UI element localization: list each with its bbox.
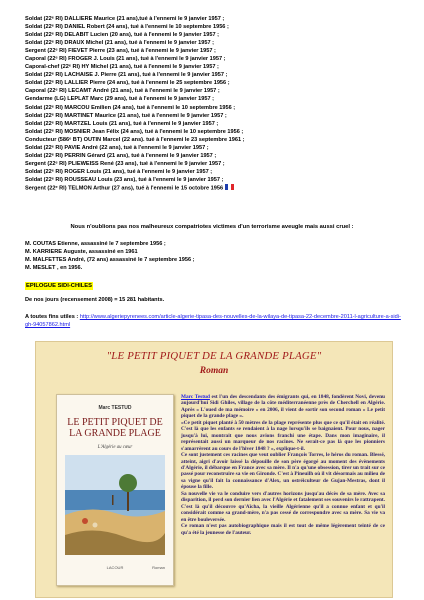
french-flag-icon <box>225 184 234 190</box>
soldier-entry: Soldat (22ᵉ RI) DELABIT Lucien (20 ans), tué à l'ennemi le 9 janvier 1957 ; <box>25 32 219 39</box>
victims-list <box>25 240 325 272</box>
author-link[interactable]: Marc Testud <box>181 394 210 400</box>
epilogue-title: EPILOGUE SIDI-CHILES <box>26 283 93 289</box>
soldier-entry: Caporal (22ᵉ RI) FROGER J. Louis (21 ans), tué à l'ennemi le 9 janvier 1957 ; <box>25 56 226 63</box>
soldier-entry: Sergent (22ᵉ RI) PLIEWEISS René (23 ans), tué à l'ennemi le 9 janvier 1957 ; <box>25 160 225 167</box>
links-paragraph <box>25 313 403 330</box>
soldier-entry: Sergent (22ᵉ RI) TELMON Arthur (27 ans), tué à l'ennemi le 15 octobre 1956 <box>25 184 405 193</box>
soldier-entry: Soldat (22ᵉ RI) PERRIN Gérard (21 ans), tué à l'ennemi le 9 janvier 1957 ; <box>25 152 217 159</box>
article-paragraph-5: Ce roman n'est pas autobiographique mais il est tout de même légèrement teinté de ce qu'a été la jeunesse de l'auteur. <box>181 523 385 536</box>
article-paragraph-4: Sa nouvelle vie va le conduire vers d'autres horizons jusqu'au décès de sa mère. Avec sa disparition, il perd son dernier lien avec l'Algérie et fatalement ses souvenirs le rattrapent. C'est là qu'il découvre qu'Aïcha, la vieille Algérienne qu'il a connue enfant et qu'il considérait comme sa grand-mère, n'a pas cessé de correspondre avec sa mère. Sa vie va en être bouleversée. <box>181 490 385 523</box>
soldier-entry: Gendarme (LG) LEPLAT Marc (29 ans), tué à l'ennemi le 9 janvier 1957 ; <box>25 96 214 103</box>
soldier-entry: Soldat (22ᵉ RI) DANIEL Robert (24 ans), tué à l'ennemi le 10 septembre 1956 ; <box>25 24 229 31</box>
article-link[interactable]: http://www.algeriepyrenees.com/article-algerie-tipasa-des-nouvelles-de-la-wilaya-de-tipasa-22-decembre-2011-l-agriculture-a-sidi-gh-94057862.html <box>25 314 401 329</box>
soldier-entry: Soldat (22ᵉ RI) DRAUX Michel (21 ans), tué à l'ennemi le 9 janvier 1957 ; <box>25 40 215 47</box>
book-article-text <box>181 394 385 536</box>
cover-publisher: LACOUR <box>106 565 124 570</box>
soldier-entry: Soldat (22ᵉ RI) MARTINET Maurice (21 ans), tué à l'ennemi le 9 janvier 1957 ; <box>25 112 227 119</box>
soldier-entry: Soldat (22ᵉ RI) MARTZEL Louis (21 ans), tué à l'ennemi le 9 janvier 1957 ; <box>25 120 219 127</box>
soldier-list <box>25 15 405 193</box>
article-paragraph-2: «Ce petit piquet planté à 50 mètres de la plage représente plus que ce qu'il était en réalité. C'est là que les enfants se rendaient à la nage lorsqu'ils se baignaient. Pour nous, nager jusqu'à lui, montrait que nous avions franchi une étape. Dans mon imaginaire, il représentait aussi un marqueur de nos racines. Ne serait-ce pas là que les pionniers s'amarrèrent au cours de l'hiver 1848 ? », explique-t-il. <box>181 419 385 452</box>
soldier-entry: Soldat (22ᵉ RI) PAVIE André (22 ans), tué à l'ennemi le 9 janvier 1957 ; <box>25 144 209 151</box>
book-cover-image <box>56 394 174 586</box>
article-paragraph-3: Ce sont justement ces racines que veut oublier François Torres, le héros du roman. Blessé, atteint, aigri d'avoir laissé la dépouille de son père égorgé au moment des évènements d'Algérie, il débarque en France avec sa mère. Il n'a qu'une obsession, tirer un trait sur ce passé pour reconstruire sa vie en Gironde. C'est à Pineuilh où il vit désormais au milieu de sa vigne qu'il fait la connaissance d'Alex, un ostréiculteur de Gujan-Mestras, dont il épouse la fille. <box>181 452 385 491</box>
soldier-entry: Soldat (22ᵉ RI) ROUSSEAU Louis (23 ans), tué à l'ennemi le 9 janvier 1957 ; <box>25 176 224 183</box>
cover-painting <box>65 455 165 555</box>
victim-entry: M. MALFETTES André, (72 ans) assassiné le 7 septembre 1956 ; <box>25 257 195 264</box>
soldier-entry: Conducteur (586ᵉ BT) OUTIN Marcel (22 ans). tué à l'ennemi le 23 septembre 1961 ; <box>25 136 245 143</box>
book-title-banner: "LE PETIT PIQUET DE LA GRANDE PLAGE" <box>106 350 322 362</box>
soldier-entry: Soldat (22ᵉ RI) LALLIER Pierre (24 ans), tué à l'ennemi le 25 septembre 1956 ; <box>25 80 230 87</box>
soldier-entry: Soldat (22ᵉ RI) LACHAISE J. Pierre (21 ans), tué à l'ennemi le 9 janvier 1957 ; <box>25 72 228 79</box>
soldier-entry: Caporal-chef (22ᵉ RI) HY Michel (21 ans), tué à l'ennemi le 9 janvier 1957 ; <box>25 64 219 71</box>
soldier-entry: Soldat (22ᵉ RI) MOSNIER Jean Félix (24 ans), tué à l'ennemi le 10 septembre 1956 ; <box>25 128 244 135</box>
cover-title: LE PETIT PIQUET DE LA GRANDE PLAGE <box>67 417 163 439</box>
cover-author: Marc TESTUD <box>98 405 132 411</box>
soldier-entry: Soldat (22ᵉ RI) DALLIERE Maurice (21 ans),tué à l'ennemi le 9 janvier 1957 ; <box>25 16 225 22</box>
victim-entry: M. KARRIERE Auguste, assassiné en 1961 <box>25 249 138 256</box>
soldier-entry: Caporal (22ᵉ RI) LECAMT André (21 ans), tué à l'ennemi le 9 janvier 1957 ; <box>25 88 220 95</box>
soldier-entry: Soldat (22ᵉ RI) MARCOU Emilien (24 ans), tué à l'ennemi le 10 septembre 1956 ; <box>25 104 236 111</box>
victim-entry: M. MESLET , en 1956. <box>25 265 83 272</box>
victim-entry: M. COUTAS Etienne, assassiné le 7 septembre 1956 ; <box>25 241 166 247</box>
cover-subtitle: L'Algérie au cœur <box>97 445 133 450</box>
book-article-box <box>35 341 393 598</box>
soldier-entry: Sergent (22ᵉ RI) FIEVET Pierre (23 ans), tué à l'ennemi le 9 janvier 1957 ; <box>25 48 216 55</box>
links-label: A toutes fins utiles : <box>25 314 80 320</box>
victims-intro: Nous n'oublions pas nos malheureux compatriotes victimes d'un terrorisme aveugle mais aussi cruel : <box>70 224 354 230</box>
article-paragraph-1: Marc Testud est l'un des descendants des émigrants qui, en 1848, fondèrent Novi, devenu aujourd'hui Sidi Ghiles, village de la côte méditerranéenne près de Cherchell en Algérie. Après « L'oued de ma mémoire » en 2006, il vient de sortir son second roman « Le petit piquet de la grande plage ». <box>181 394 385 420</box>
book-genre-banner: Roman <box>199 366 229 376</box>
soldier-entry: Soldat (22ᵉ RI) ROGER Louis (21 ans), tué à l'ennemi le 9 janvier 1957 ; <box>25 168 213 175</box>
cover-genre: Roman <box>152 565 165 570</box>
population-line: De nos jours (recensement 2008) = 15 281 habitants. <box>25 297 165 303</box>
